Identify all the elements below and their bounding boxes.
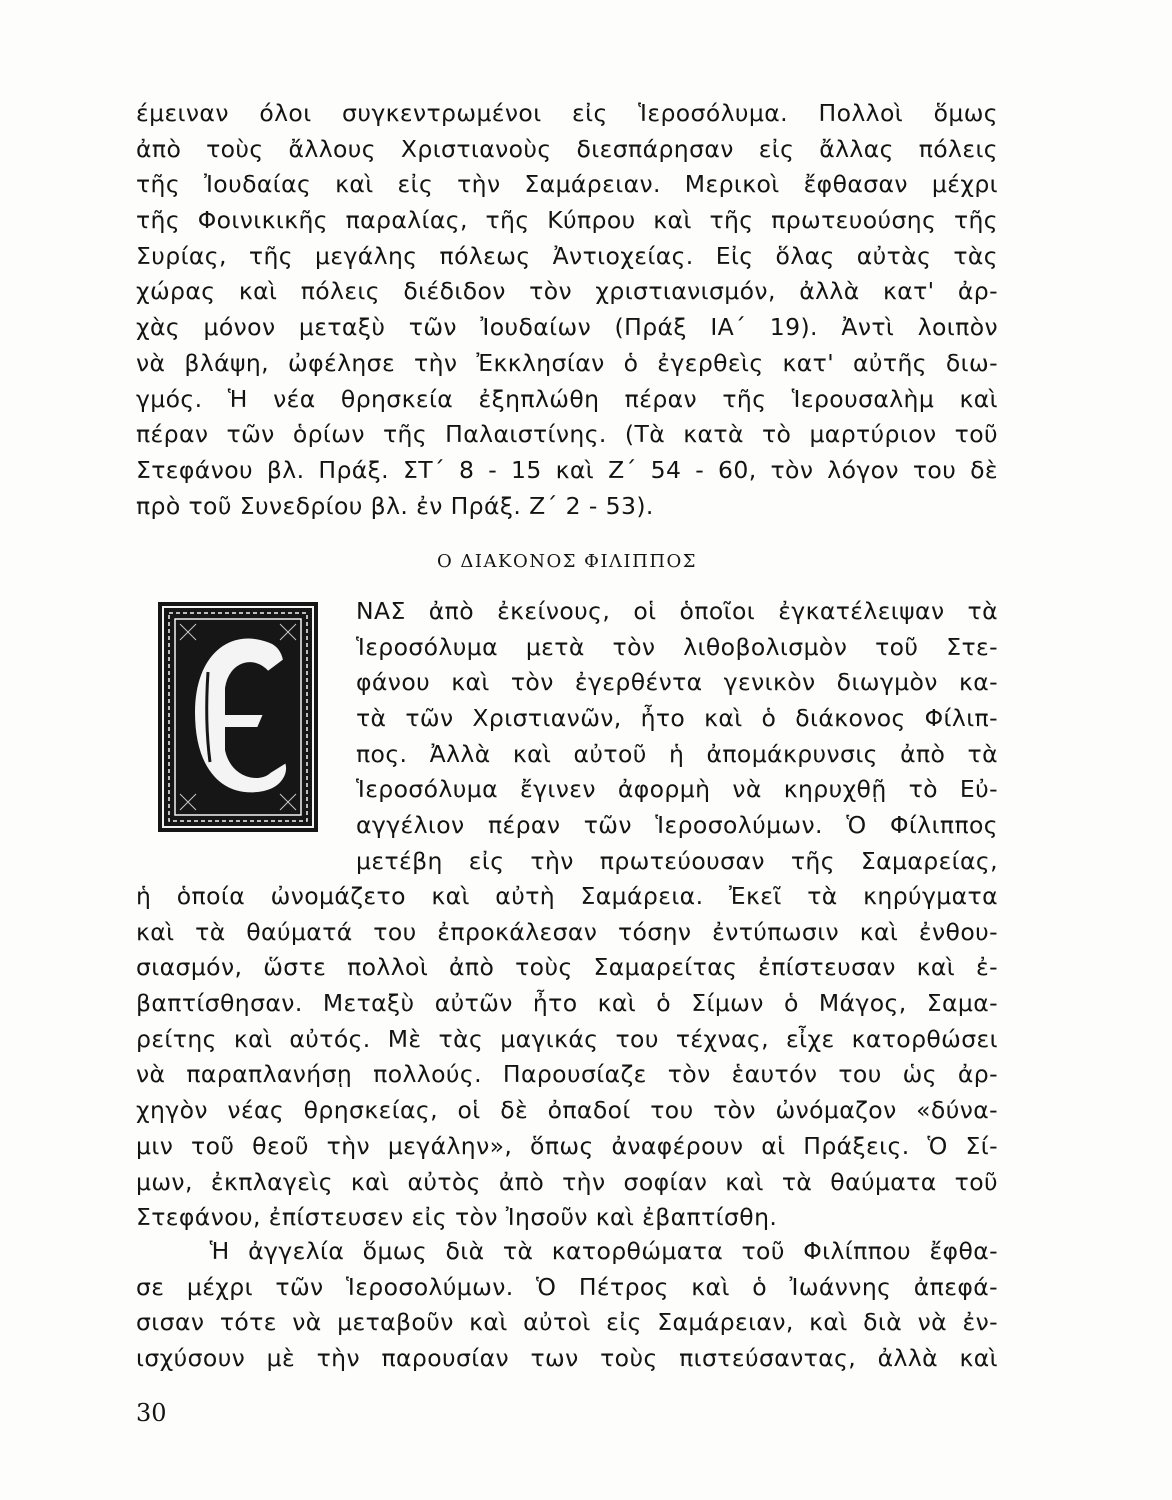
paragraph-2-indented bbox=[356, 594, 998, 880]
section-heading: Ο ΔΙΑΚΟΝΟΣ ΦΙΛΙΠΠΟΣ bbox=[436, 551, 698, 572]
text-line: Ἱεροσόλυμα ἔγινεν ἀφορμὴ νὰ κηρυχθῇ τὸ Εὐ- bbox=[356, 775, 998, 804]
text-line: έμειναν όλοι συγκεντρωμένοι εἰς Ἱεροσόλυμα. Πολλοὶ ὅμως bbox=[136, 99, 998, 127]
text-line: βαπτίσθησαν. Μεταξὺ αὐτῶν ἦτο καὶ ὁ Σίμων ὁ Μάγος, Σαμα- bbox=[136, 989, 998, 1018]
page-number: 30 bbox=[136, 1399, 167, 1427]
text-line: μετέβη εἰς τὴν πρωτεύουσαν τῆς Σαμαρείας, bbox=[356, 846, 998, 875]
text-line: ισχύσουν μὲ τὴν παρουσίαν των τοὺς πιστεύσαντας, ἀλλὰ καὶ bbox=[136, 1344, 998, 1373]
text-line: τὰ τῶν Χριστιανῶν, ἦτο καὶ ὁ διάκονος Φίλιπ- bbox=[356, 704, 998, 733]
text-line: νὰ βλάψη, ὠφέλησε τὴν Ἐκκλησίαν ὁ ἐγερθεὶς κατ' αὐτῆς διω- bbox=[136, 348, 998, 377]
paragraph-2 bbox=[136, 879, 998, 1236]
paragraph-3 bbox=[136, 1234, 998, 1377]
text-line: Συρίας, τῆς μεγάλης πόλεως Ἀντιοχείας. Εἰς ὅλας αὐτὰς τὰς bbox=[136, 241, 998, 270]
text-line: Στεφάνου, ἐπίστευσεν εἰς τὸν Ἰησοῦν καὶ ἐβαπτίσθη. bbox=[136, 1203, 778, 1232]
text-line: σε μέχρι τῶν Ἱεροσολύμων. Ὁ Πέτρος καὶ ὁ Ἰωάννης ἀπεφά- bbox=[136, 1272, 998, 1301]
text-line: Ἡ ἀγγελία ὅμως διὰ τὰ κατορθώματα τοῦ Φιλίππου ἔφθα- bbox=[136, 1237, 998, 1265]
text-line: ἡ ὁποία ὠνομάζετο καὶ αὐτὴ Σαμάρεια. Ἐκεῖ τὰ κηρύγματα bbox=[136, 882, 998, 910]
text-line: Στεφάνου βλ. Πράξ. ΣΤ΄ 8 - 15 καὶ Ζ΄ 54 - 60, τὸν λόγον του δὲ bbox=[136, 455, 998, 484]
text-line: σισαν τότε νὰ μεταβοῦν καὶ αὐτοὶ εἰς Σαμάρειαν, καὶ διὰ νὰ ἐν- bbox=[136, 1308, 998, 1337]
text-line: τῆς Φοινικικῆς παραλίας, τῆς Κύπρου καὶ τῆς πρωτευούσης τῆς bbox=[136, 206, 998, 235]
paragraph-1 bbox=[136, 96, 998, 524]
text-line: νὰ παραπλανήσῃ πολλούς. Παρουσίαζε τὸν ἑαυτόν του ὡς ἀρ- bbox=[136, 1060, 998, 1089]
illuminated-initial-icon bbox=[158, 602, 318, 832]
text-line: Ἱεροσόλυμα μετὰ τὸν λιθοβολισμὸν τοῦ Στε- bbox=[356, 632, 998, 661]
text-line: τῆς Ἰουδαίας καὶ εἰς τὴν Σαμάρειαν. Μερικοὶ ἔφθασαν μέχρι bbox=[136, 170, 998, 199]
text-line: φάνου καὶ τὸν ἐγερθέντα γενικὸν διωγμὸν κα- bbox=[356, 668, 998, 697]
text-line: ἀπὸ τοὺς ἄλλους Χριστιανοὺς διεσπάρησαν εἰς ἄλλας πόλεις bbox=[136, 134, 998, 163]
text-line: μιν τοῦ θεοῦ τὴν μεγάλην», ὅπως ἀναφέρουν αἱ Πράξεις. Ὁ Σί- bbox=[136, 1131, 998, 1160]
text-line: σιασμόν, ὥστε πολλοὶ ἀπὸ τοὺς Σαμαρείτας ἐπίστευσαν καὶ ἐ- bbox=[136, 953, 998, 982]
text-line: πέραν τῶν ὁρίων τῆς Παλαιστίνης. (Τὰ κατὰ τὸ μαρτύριον τοῦ bbox=[136, 420, 998, 449]
text-line: καὶ τὰ θαύματά του ἐπροκάλεσαν τόσην ἐντύπωσιν καὶ ἐνθου- bbox=[136, 917, 998, 946]
text-line: γμός. Ἡ νέα θρησκεία ἐξηπλώθη πέραν τῆς Ἱερουσαλὴμ καὶ bbox=[136, 384, 998, 413]
text-line: ρείτης καὶ αὐτός. Μὲ τὰς μαγικάς του τέχνας, εἶχε κατορθώσει bbox=[136, 1024, 998, 1053]
text-line: ΝΑΣ ἀπὸ ἐκείνους, οἱ ὁποῖοι ἐγκατέλειψαν τὰ bbox=[356, 597, 998, 625]
text-line: μων, ἐκπλαγεὶς καὶ αὐτὸς ἀπὸ τὴν σοφίαν καὶ τὰ θαύματα τοῦ bbox=[136, 1167, 998, 1196]
text-line: πος. Ἀλλὰ καὶ αὐτοῦ ἡ ἀπομάκρυνσις ἀπὸ τὰ bbox=[356, 739, 998, 768]
text-line: χὰς μόνον μεταξὺ τῶν Ἰουδαίων (Πράξ ΙΑ΄ 19). Ἀντὶ λοιπὸν bbox=[136, 313, 998, 342]
text-line: χηγὸν νέας θρησκείας, οἱ δὲ ὀπαδοί του τὸν ὠνόμαζον «δύνα- bbox=[136, 1096, 998, 1125]
text-line: χώρας καὶ πόλεις διέδιδον τὸν χριστιανισμόν, ἀλλὰ κατ' ἀρ- bbox=[136, 277, 998, 306]
text-line: αγγέλιον πέραν τῶν Ἱεροσολύμων. Ὁ Φίλιππος bbox=[356, 811, 998, 840]
text-line: πρὸ τοῦ Συνεδρίου βλ. ἐν Πράξ. Ζ΄ 2 - 53). bbox=[136, 491, 654, 520]
